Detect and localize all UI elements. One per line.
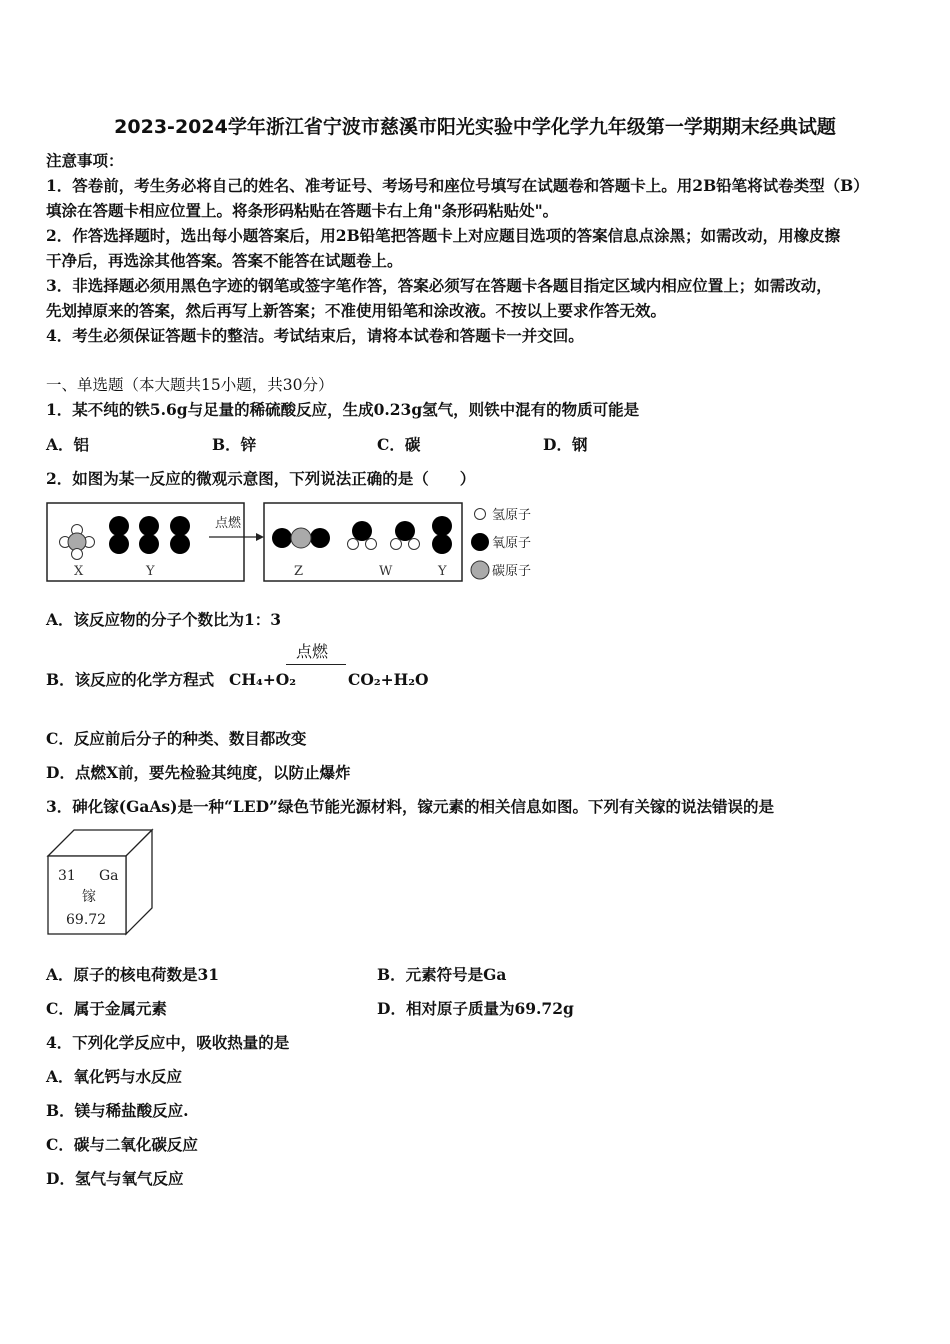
- option-a: A．氧化钙与水反应: [46, 1067, 183, 1086]
- label-y2: Y: [438, 564, 447, 579]
- oxygen-molecules: [109, 516, 190, 554]
- label-w: W: [379, 564, 393, 579]
- option-b: B．镁与稀盐酸反应.: [46, 1101, 189, 1120]
- legend-hydrogen: 氢原子: [492, 508, 532, 523]
- option-a: A．该反应物的分子个数比为1：3: [46, 610, 282, 629]
- label-y: Y: [146, 564, 155, 579]
- notice-line: 填涂在答题卡相应位置上。将条形码粘贴在答题卡右上角"条形码粘贴处"。: [46, 201, 559, 220]
- question-1-stem: 1．某不纯的铁5.6g与足量的稀硫酸反应，生成0.23g氢气，则铁中混有的物质可能是: [46, 400, 640, 419]
- notice-line: 干净后，再选涂其他答案。答案不能答在试题卷上。: [46, 251, 403, 270]
- label-x: X: [74, 564, 84, 579]
- co2-molecule: [272, 528, 330, 548]
- option-d: D．钢: [543, 435, 588, 454]
- option-b: B．锌: [212, 435, 257, 454]
- option-b-prefix: B．该反应的化学方程式: [46, 670, 215, 689]
- option-d: D．氢气与氧气反应: [46, 1169, 184, 1188]
- notice-heading: 注意事项：: [46, 151, 124, 170]
- equation-reactants: CH₄+O₂: [229, 670, 297, 689]
- notice-line: 4．考生必须保证答题卡的整洁。考试结束后，请将本试卷和答题卡一并交回。: [46, 326, 584, 345]
- notice-line: 先划掉原来的答案，然后再写上新答案；不准使用铅笔和涂改液。不按以上要求作答无效。: [46, 301, 667, 320]
- notice-line: 2．作答选择题时，选出每小题答案后，用2B铅笔把答题卡上对应题目选项的答案信息点涂黑；如需改动，用橡皮擦: [46, 226, 841, 245]
- option-c: C．反应前后分子的种类、数目都改变: [46, 729, 307, 748]
- legend-carbon: 碳原子: [492, 564, 532, 579]
- equation-bar: [286, 664, 346, 665]
- option-d: D．相对原子质量为69.72g: [377, 999, 574, 1018]
- option-a: A．原子的核电荷数是31: [46, 965, 220, 984]
- question-4-stem: 4．下列化学反应中，吸收热量的是: [46, 1033, 290, 1052]
- water-molecules: [348, 521, 420, 550]
- notice-line: 3．非选择题必须用黑色字迹的钢笔或签字笔作答，答案必须写在答题卡各题目指定区域内相应位置上；如需改动，: [46, 276, 832, 295]
- atomic-mass: 69.72: [66, 912, 107, 928]
- option-c: C．碳: [377, 435, 421, 454]
- equation-condition: 点燃: [296, 642, 329, 661]
- option-c: C．属于金属元素: [46, 999, 167, 1018]
- page-title: 2023-2024学年浙江省宁波市慈溪市阳光实验中学化学九年级第一学期期末经典试题: [114, 116, 836, 138]
- option-a: A．铝: [46, 435, 90, 454]
- equation-products: CO₂+H₂O: [348, 670, 429, 689]
- reaction-diagram: [44, 498, 544, 588]
- element-name: 镓: [82, 889, 96, 905]
- question-3-stem: 3．砷化镓(GaAs)是一种“LED”绿色节能光源材料，镓元素的相关信息如图。下列有关镓的说法错误的是: [46, 797, 774, 816]
- legend-oxygen: 氧原子: [492, 536, 532, 551]
- option-c: C．碳与二氧化碳反应: [46, 1135, 198, 1154]
- option-d: D．点燃X前，要先检验其纯度，以防止爆炸: [46, 763, 351, 782]
- arrow-label: 点燃: [215, 516, 242, 531]
- element-symbol: Ga: [99, 868, 119, 884]
- option-b: B．元素符号是Ga: [377, 965, 507, 984]
- atomic-number: 31: [58, 868, 76, 884]
- label-z: Z: [294, 564, 304, 579]
- question-2-stem: 2．如图为某一反应的微观示意图，下列说法正确的是（ ）: [46, 469, 476, 488]
- section-heading: 一、单选题（本大题共15小题，共30分）: [46, 376, 334, 394]
- methane-molecule: [60, 525, 95, 560]
- notice-line: 1．答卷前，考生务必将自己的姓名、准考证号、考场号和座位号填写在试题卷和答题卡上。用2B铅笔将试卷类型（B）: [46, 176, 869, 195]
- element-card: [44, 826, 156, 938]
